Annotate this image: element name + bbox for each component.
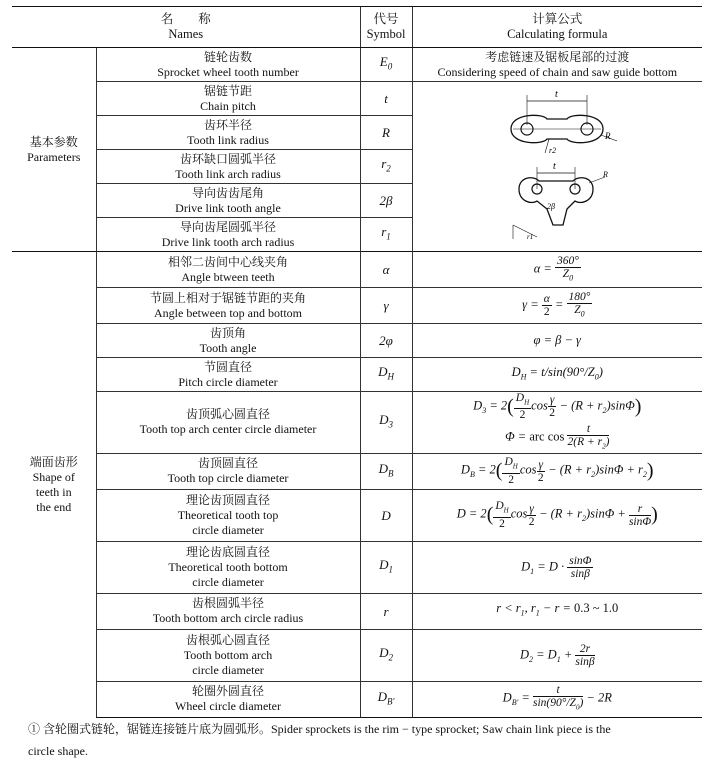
- table-row: [12, 681, 702, 717]
- row-symbol: $D_2$: [360, 629, 412, 681]
- row-symbol: r: [360, 593, 412, 629]
- formula-r: $r < r_1$, $r_1 - r = 0.3$ ~ 1.0: [412, 593, 702, 629]
- table-row: [12, 629, 702, 681]
- row-symbol: $D_H$: [360, 358, 412, 392]
- row-symbol: R: [360, 116, 412, 150]
- row-name: 齿顶弧心圆直径 Tooth top arch center circle diameter: [96, 392, 360, 454]
- sprocket-parameter-table: [12, 6, 702, 718]
- row-symbol: $r_1$: [360, 218, 412, 252]
- table-row: [12, 593, 702, 629]
- row-name: 理论齿底圆直径 Theoretical tooth bottom circle diameter: [96, 541, 360, 593]
- group-shape-of-teeth: 端面齿形 Shape of teeth in the end: [12, 252, 96, 718]
- row-symbol: $D_B$: [360, 453, 412, 489]
- formula-d3: $D_3 = 2$( $\frac{D_H}{2}$ cos $\frac{\gamma}{2}$ − $(R + r_2)\sin\Phi$) Φ = arc cos $\frac{t}{2(R + r_2)}$: [412, 392, 702, 454]
- table-header-row: [12, 7, 702, 48]
- row-symbol: $E_0$: [360, 48, 412, 82]
- row-symbol: α: [360, 252, 412, 288]
- label-r2: r2: [549, 145, 557, 155]
- row-name: 导向齿齿尾角 Drive link tooth angle: [96, 184, 360, 218]
- row-name: 齿顶角 Tooth angle: [96, 324, 360, 358]
- chain-diagram-cell: [412, 82, 702, 252]
- row-name: 齿环半径 Tooth link radius: [96, 116, 360, 150]
- label-t-bottom: t: [553, 160, 557, 172]
- footnote: [28, 718, 698, 762]
- row-symbol: 2φ: [360, 324, 412, 358]
- row-name: 轮圈外圆直径 Wheel circle diameter: [96, 681, 360, 717]
- label-R-bottom: R: [603, 169, 609, 179]
- group-basic-parameters: 基本参数 Parameters: [27, 134, 81, 164]
- label-2beta: 2β: [547, 201, 556, 211]
- row-name: 导向齿尾圆弧半径 Drive link tooth arch radius: [96, 218, 360, 252]
- table-row: [12, 252, 702, 288]
- row-symbol: 2β: [360, 184, 412, 218]
- table-row: [12, 48, 702, 82]
- chain-link-diagram: [497, 85, 617, 245]
- formula-dh: $D_H = t/\sin(90^\circ/Z_0)$: [412, 358, 702, 392]
- footnote-line-2: circle shape.: [28, 744, 88, 758]
- row-name: 齿根圆弧半径 Tooth bottom arch circle radius: [96, 593, 360, 629]
- table-row: [12, 453, 702, 489]
- header-formula: 计算公式 Calculating formula: [412, 7, 702, 48]
- row-name: 锯链节距 Chain pitch: [96, 82, 360, 116]
- table-row: [12, 541, 702, 593]
- table-row: [12, 392, 702, 454]
- label-r1: r1: [527, 232, 534, 241]
- row-symbol: $r_2$: [360, 150, 412, 184]
- row-name: 齿环缺口圆弧半径 Tooth link arch radius: [96, 150, 360, 184]
- label-t-top: t: [555, 88, 559, 100]
- formula-d1: $D_1 = D$ · $\frac{\sin\Phi}{\sin\beta}$: [412, 541, 702, 593]
- row-name: 理论齿顶圆直径 Theoretical tooth top circle diameter: [96, 489, 360, 541]
- row-name: 节圆上相对于锯链节距的夹角 Angle between top and bottom: [96, 288, 360, 324]
- table-row: [12, 324, 702, 358]
- formula-db: $D_B = 2$( $\frac{D_H}{2}$ cos $\frac{\gamma}{2}$ − $(R + r_2)\sin\Phi + r_2$): [412, 453, 702, 489]
- table-row: [12, 358, 702, 392]
- row-symbol: $D_{B'}$: [360, 681, 412, 717]
- header-symbol: 代号 Symbol: [360, 7, 412, 48]
- formula-gamma: γ = $\frac{\alpha}{2}$ = $\frac{180^\circ}{Z_0}$: [412, 288, 702, 324]
- label-R: R: [605, 130, 611, 141]
- row-name: 相邻二齿间中心线夹角 Angle btween teeth: [96, 252, 360, 288]
- table-row: [12, 288, 702, 324]
- row-symbol: D: [360, 489, 412, 541]
- header-names: 名 称 Names: [12, 7, 360, 48]
- row-symbol: $D_3$: [360, 392, 412, 454]
- row-name: 齿顶圆直径 Tooth top circle diameter: [96, 453, 360, 489]
- formula-dbp: $D_{B'}$ = $\frac{t}{\sin(90^\circ/Z_0)}$ − 2R: [412, 681, 702, 717]
- row-symbol: t: [360, 82, 412, 116]
- row-symbol: γ: [360, 288, 412, 324]
- formula-d: D = 2( $\frac{D_H}{2}$ cos $\frac{\gamma}{2}$ − $(R + r_2)\sin\Phi$ + $\frac{r}{\sin\Phi}$ ): [412, 489, 702, 541]
- table-row: [12, 82, 702, 116]
- row-symbol: $D_1$: [360, 541, 412, 593]
- formula-d2: $D_2 = D_1$ + $\frac{2r}{\sin\beta}$: [412, 629, 702, 681]
- row-name: 链轮齿数 Sprocket wheel tooth number: [96, 48, 360, 82]
- formula-phi: φ = β − γ: [412, 324, 702, 358]
- row-name: 齿根弧心圆直径 Tooth bottom arch circle diameter: [96, 629, 360, 681]
- row-formula-e0: 考虑链速及锯板尾部的过渡 Considering speed of chain and saw guide bottom: [412, 48, 702, 82]
- row-name: 节圆直径 Pitch circle diameter: [96, 358, 360, 392]
- footnote-line-1: ① 含轮圈式链轮，锯链连接链片底为圆弧形。Spider sprockets is the rim − type sprocket; Saw chain link piece is the: [28, 722, 611, 736]
- formula-alpha: α = $\frac{360^\circ}{Z_0}$: [412, 252, 702, 288]
- table-row: [12, 489, 702, 541]
